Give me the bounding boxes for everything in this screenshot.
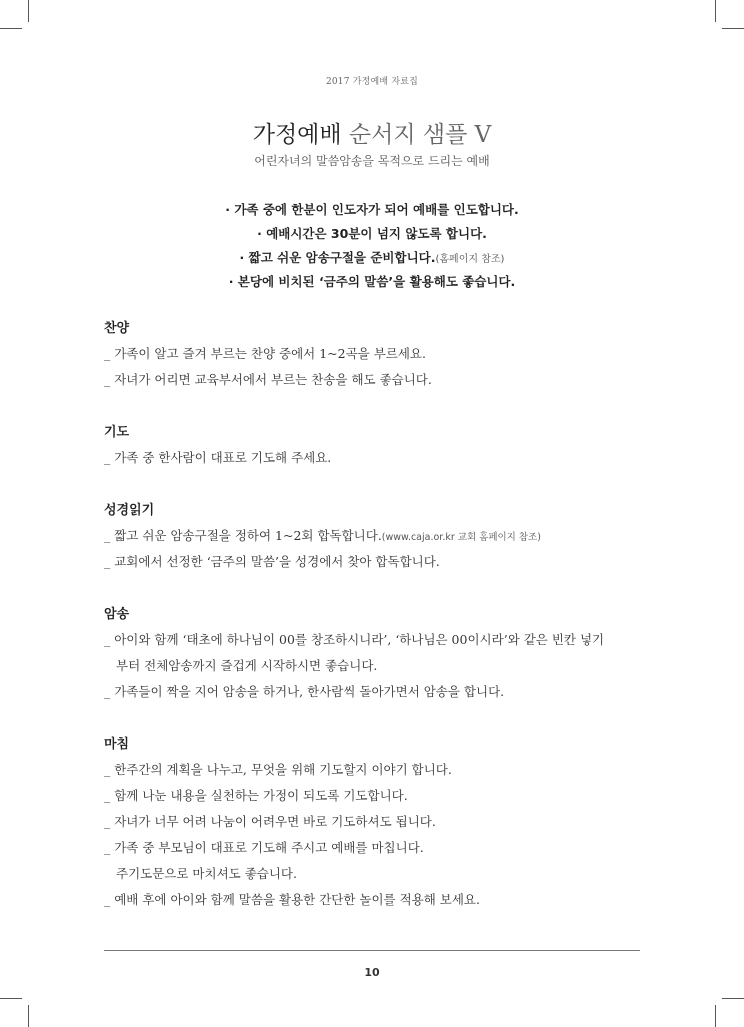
section-line-text: _ 가족이 알고 즐겨 부르는 찬양 중에서 1~2곡을 부르세요. (104, 346, 426, 361)
section-line (104, 341, 664, 367)
page-title (0, 116, 744, 149)
section-line-text: _ 한주간의 계획을 나누고, 무엇을 위해 기도할지 이야기 합니다. (104, 762, 452, 777)
section (104, 602, 664, 705)
guideline-item (0, 222, 744, 246)
section-line-text: _ 가족들이 짝을 지어 암송을 하거나, 한사람씩 돌아가면서 암송을 합니다. (104, 684, 505, 699)
section-line-text: 주기도문으로 마치셔도 좋습니다. (116, 866, 297, 881)
crop-mark (715, 0, 716, 22)
section-line-text: _ 자녀가 너무 어려 나눔이 어려우면 바로 기도하셔도 됩니다. (104, 814, 436, 829)
section-line-text: _ 자녀가 어리면 교육부서에서 부르는 찬송을 해도 좋습니다. (104, 372, 432, 387)
page-subtitle: 어린자녀의 말씀암송을 목적으로 드리는 예배 (254, 154, 490, 168)
crop-mark (0, 28, 22, 29)
section-line (104, 809, 664, 835)
section-line (104, 679, 664, 705)
crop-mark (28, 1005, 29, 1027)
crop-mark (722, 28, 744, 29)
section-line (104, 367, 664, 393)
guideline-text: · 짧고 쉬운 암송구절을 준비합니다. (239, 250, 436, 265)
title-main: 가정예배 (252, 122, 342, 148)
guideline-list (0, 198, 744, 294)
section (104, 498, 664, 575)
section-line (104, 835, 664, 861)
guideline-note: (홈페이지 참조) (435, 254, 505, 265)
crop-mark (28, 0, 29, 22)
crop-mark (715, 1005, 716, 1027)
section-heading: 암송 (104, 607, 130, 622)
title-rest: 순서지 샘플 V (348, 122, 492, 148)
section-line-text: _ 짧고 쉬운 암송구절을 정하여 1~2회 합독합니다. (104, 528, 382, 543)
section-line-note: (www.caja.or.kr 교회 홈페이지 참조) (381, 532, 541, 543)
running-header: 2017 가정예배 자료집 (325, 77, 419, 87)
section-line (104, 861, 664, 887)
guideline-text: · 본당에 비치된 ‘금주의 말씀’을 활용해도 좋습니다. (228, 274, 516, 289)
section-line (104, 653, 664, 679)
section (104, 420, 664, 471)
footer-rule (104, 950, 640, 951)
worship-order-sections (104, 316, 664, 940)
guideline-item (0, 270, 744, 294)
section-line-text: _ 가족 중 부모님이 대표로 기도해 주시고 예배를 마칩니다. (104, 840, 424, 855)
guideline-text: · 예배시간은 30분이 넘지 않도록 합니다. (257, 226, 487, 241)
section (104, 732, 664, 913)
section-line-text: 부터 전체암송까지 즐겁게 시작하시면 좋습니다. (116, 658, 378, 673)
section-line (104, 757, 664, 783)
section-line (104, 627, 664, 653)
section-line-text: _ 예배 후에 아이와 함께 말씀을 활용한 간단한 놀이를 적용해 보세요. (104, 892, 480, 907)
section-heading: 기도 (104, 425, 130, 440)
section-line (104, 445, 664, 471)
guideline-item (0, 246, 744, 270)
page-number: 10 (364, 966, 380, 979)
section-line (104, 523, 664, 549)
crop-mark (722, 998, 744, 999)
section-line-text: _ 가족 중 한사람이 대표로 기도해 주세요. (104, 450, 332, 465)
section-line-text: _ 교회에서 선정한 ‘금주의 말씀’을 성경에서 찾아 합독합니다. (104, 554, 440, 569)
section-heading: 성경읽기 (104, 503, 155, 518)
guideline-text: · 가족 중에 한분이 인도자가 되어 예배를 인도합니다. (225, 202, 519, 217)
crop-mark (0, 998, 22, 999)
section-line-text: _ 함께 나눈 내용을 실천하는 가정이 되도록 기도합니다. (104, 788, 408, 803)
section-heading: 마침 (104, 737, 130, 752)
section-line (104, 887, 664, 913)
section-heading: 찬양 (104, 321, 130, 336)
section-line (104, 549, 664, 575)
section (104, 316, 664, 393)
guideline-item (0, 198, 744, 222)
section-line-text: _ 아이와 함께 ‘태초에 하나님이 00를 창조하시니라’, ‘하나님은 00이시라’와 같은 빈칸 넣기 (104, 632, 605, 647)
section-line (104, 783, 664, 809)
